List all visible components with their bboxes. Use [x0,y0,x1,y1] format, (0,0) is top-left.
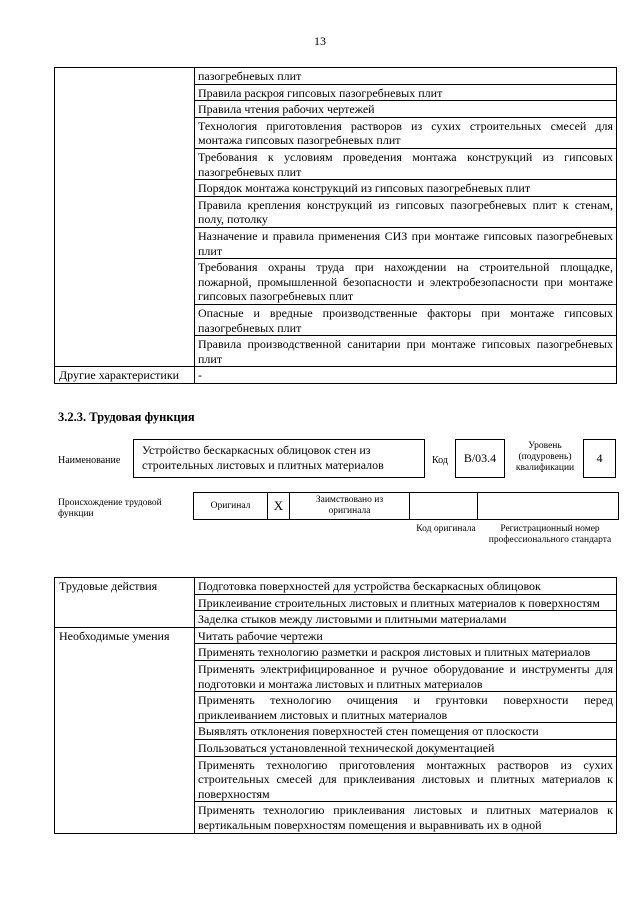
knowledge-label-cell [55,68,195,367]
level-label: Уровень (подуровень) квалификации [515,441,575,473]
table-cell: Требования охраны труда при нахождении на строительной площадке, пожарной, промышленной безопасности и электробезопасности при монтаже гипсовых пазогребневых плит [195,259,617,305]
table-cell: Требования к условиям проведения монтажа конструкций из гипсовых пазогребневых плит [195,148,617,179]
code-value-box: B/03.4 [455,439,505,478]
table-cell: Приклеивание строительных листовых и плитных материалов к поверхностям [195,594,617,611]
table-cell: Назначение и правила применения СИЗ при монтаже гипсовых пазогребневых плит [195,227,617,258]
other-characteristics-label: Другие характеристики [55,367,195,384]
labor-actions-label: Трудовые действия [55,578,195,628]
code-label: Код [432,455,448,466]
table-cell: Технология приготовления растворов из сухих строительных смесей для монтажа гипсовых пазогребневых плит [195,117,617,148]
page-number: 13 [314,34,326,48]
table-cell: Правила чтения рабочих чертежей [195,101,617,118]
borrowed-label: Заимствовано из оригинала [290,493,410,519]
knowledge-table [54,67,617,384]
level-value-box: 4 [583,439,616,478]
table-cell: Выявлять отклонения поверхностей стен помещения от плоскости [195,723,617,740]
table-cell: Порядок монтажа конструкций из гипсовых пазогребневых плит [195,180,617,197]
original-label: Оригинал [194,493,268,519]
code-original-label: Код оригинала [416,524,476,534]
reg-number-label: Регистрационный номер профессионального стандарта [488,524,612,545]
skills-label: Необходимые умения [55,627,195,833]
table-cell: Правила крепления конструкций из гипсовых пазогребневых плит к стенам, полу, потолку [195,196,617,227]
table-row [55,367,617,384]
table-cell: Заделка стыков между листовыми и плитными материалами [195,611,617,628]
reg-number-cell [478,493,618,519]
table-cell: Применять технологию приклеивания листовых и плитных материалов к вертикальным поверхностям помещения и выравнивать их в одной [195,802,617,833]
code-original-cell [410,493,478,519]
table-row [55,578,617,595]
table-cell: Опасные и вредные производственные факторы при монтаже гипсовых пазогребневых плит [195,304,617,335]
table-cell: Применять технологию приготовления монтажных растворов из сухих строительных смесей для приклеивания листовых и плитных материалов к поверхностям [195,756,617,802]
table-row [55,627,617,644]
table-cell: Подготовка поверхностей для устройства бескаркасных облицовок [195,578,617,595]
table-cell: Читать рабочие чертежи [195,627,617,644]
table-cell: Правила раскроя гипсовых пазогребневых плит [195,84,617,101]
other-characteristics-value: - [195,367,617,384]
table-cell: Применять технологию очищения и грунтовки поверхности перед приклеиванием листовых и плитных материалов [195,692,617,723]
labor-function-table [54,577,617,834]
origin-row [193,492,619,520]
table-cell: Правила производственной санитарии при монтаже гипсовых пазогребневых плит [195,336,617,367]
section-heading: 3.2.3. Трудовая функция [58,410,195,424]
table-cell: Пользоваться установленной технической документацией [195,739,617,756]
name-label: Наименование [58,455,121,466]
function-name-box: Устройство бескаркасных облицовок стен из строительных листовых и плитных материалов [133,439,425,478]
table-cell: Применять электрифицированное и ручное оборудование и инструменты для подготовки и монтажа листовых и плитных материалов [195,660,617,691]
origin-label: Происхождение трудовой функции [58,498,162,519]
original-mark: X [268,493,290,519]
table-cell: пазогребневых плит [195,68,617,85]
table-cell: Применять технологию разметки и раскроя листовых и плитных материалов [195,644,617,661]
table-row [55,68,617,85]
